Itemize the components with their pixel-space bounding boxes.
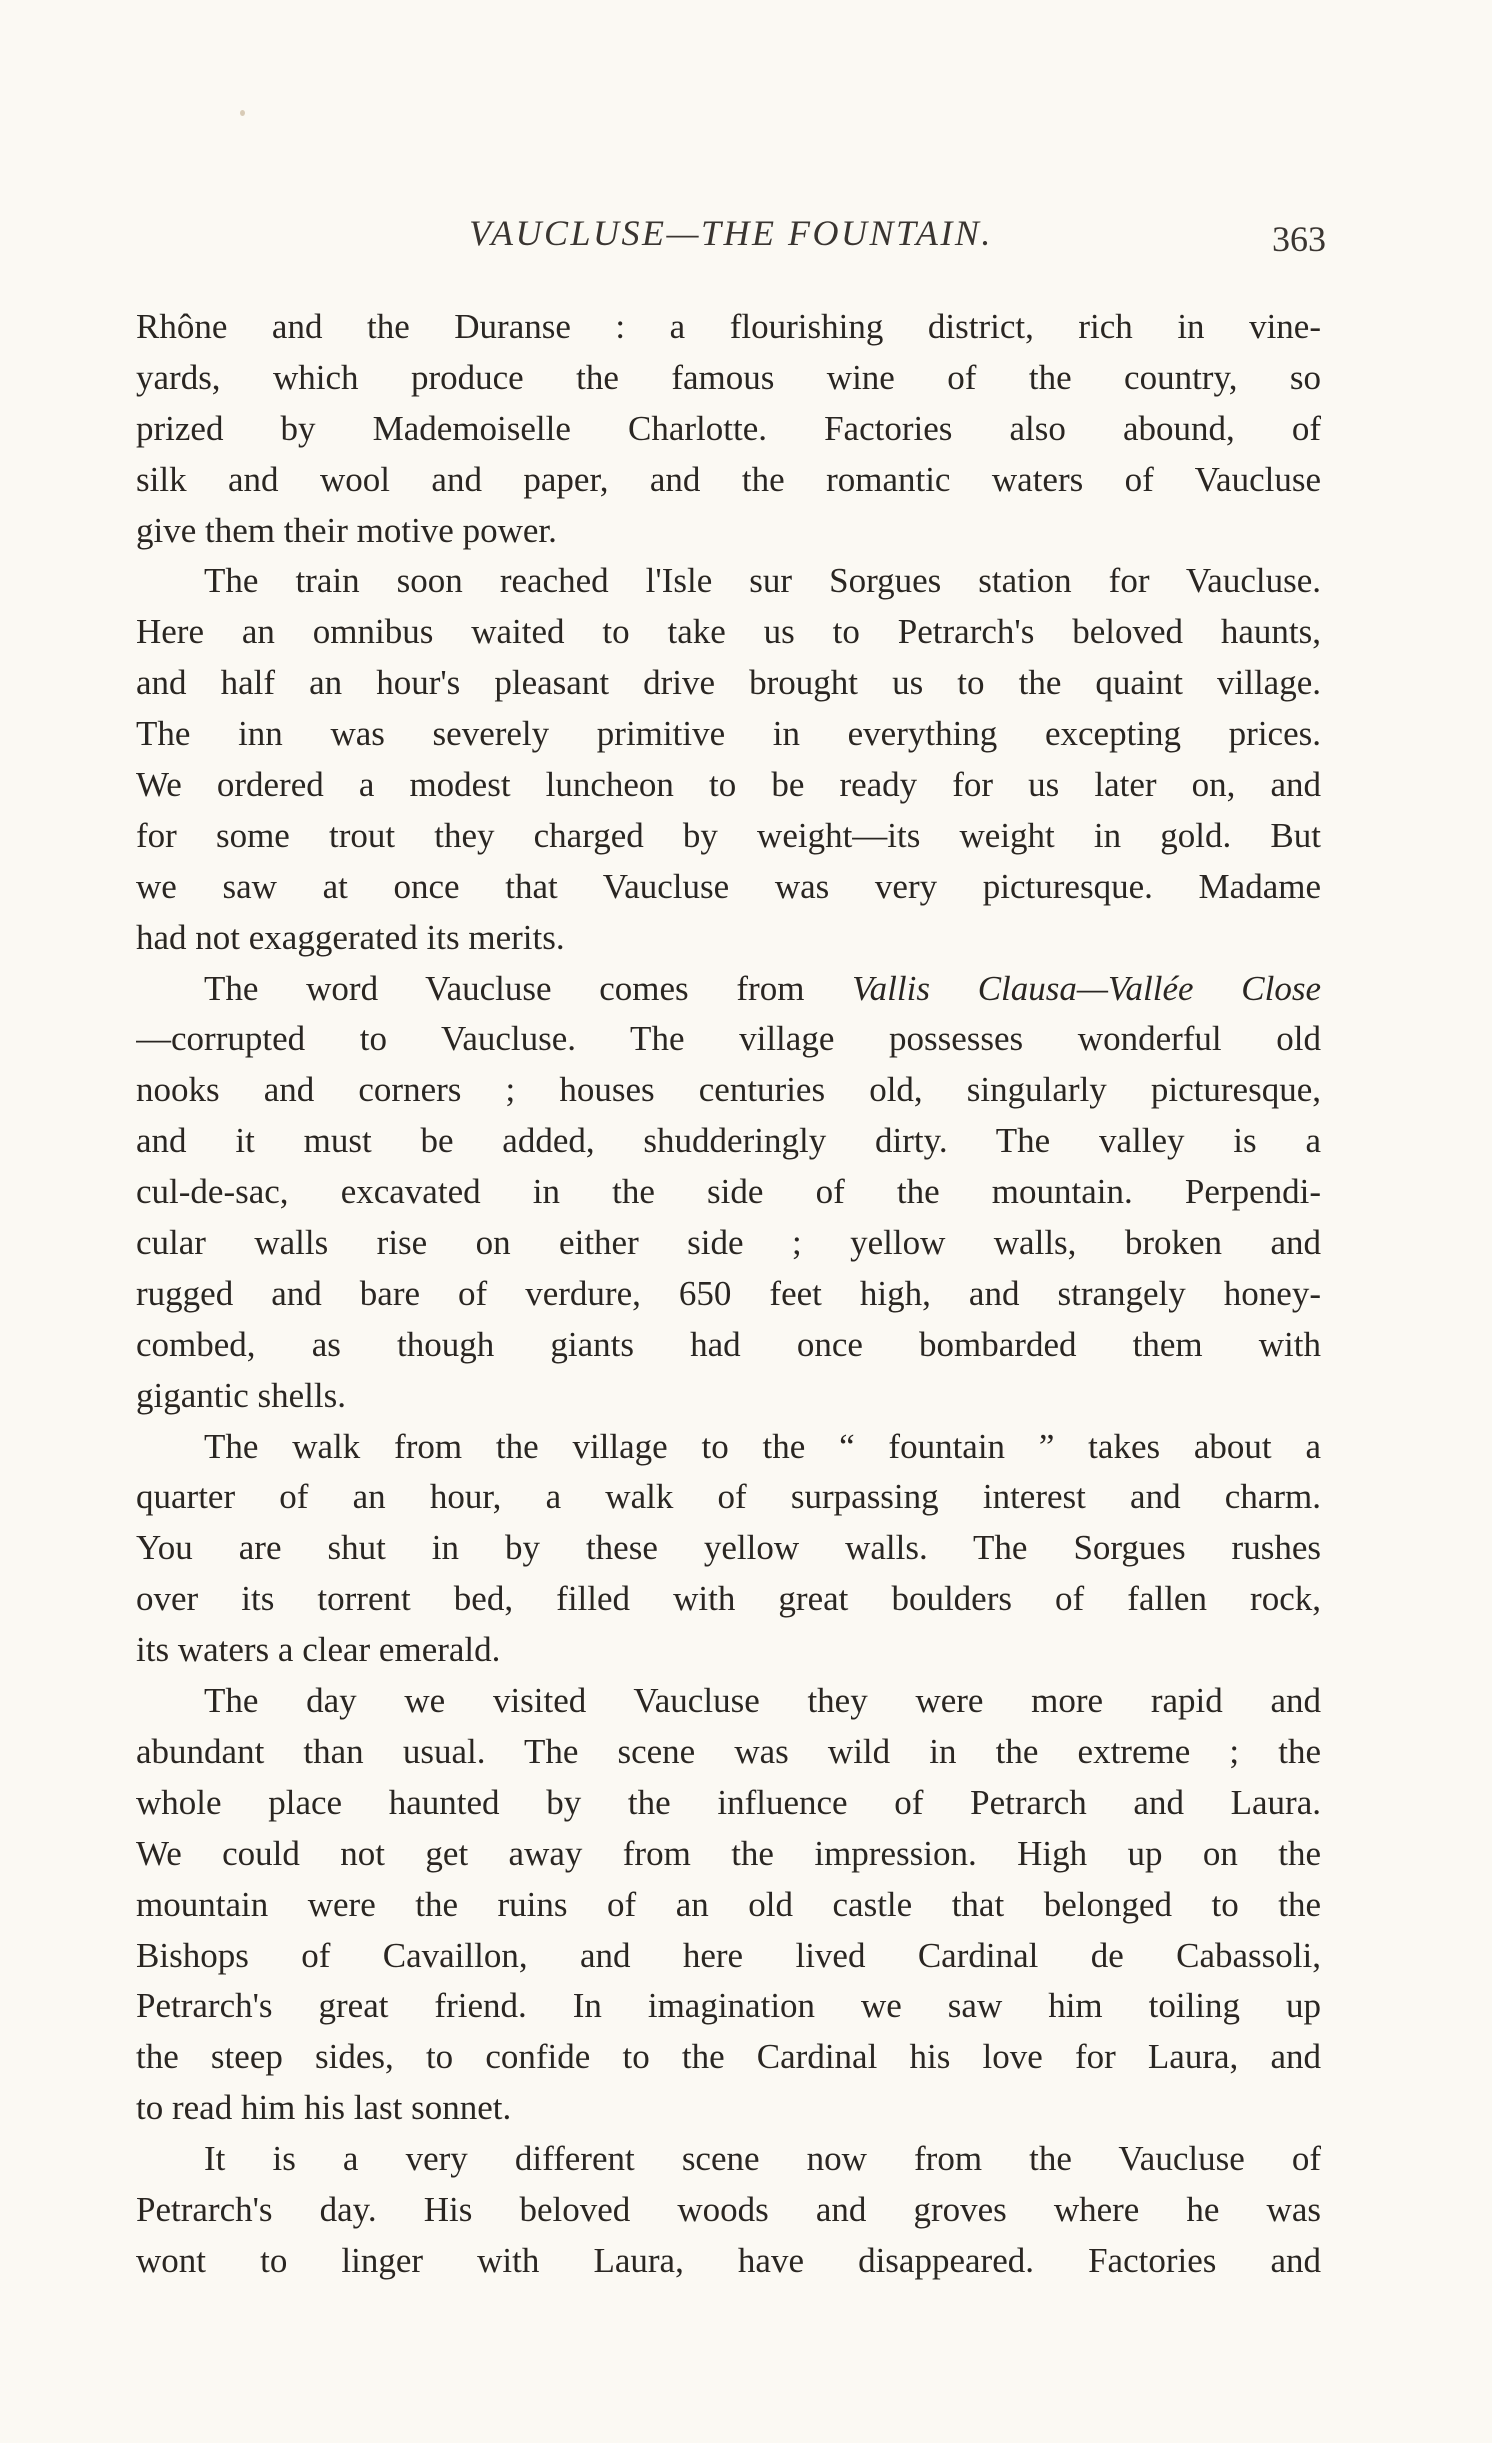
text-run: The word Vaucluse comes from — [204, 968, 853, 1008]
text-line: You are shut in by these yellow walls. The Sorgues rushes — [136, 1528, 1321, 1568]
text-line: and it must be added, shudderingly dirty. The valley is a — [136, 1121, 1321, 1161]
paper-speck — [240, 110, 245, 116]
paragraph-5 — [136, 1676, 1321, 2134]
text-line: give them their motive power. — [136, 510, 557, 550]
running-title: VAUCLUSE—THE FOUNTAIN. — [469, 213, 993, 253]
text-line: gigantic shells. — [136, 1375, 346, 1415]
text-line: the steep sides, to confide to the Cardinal his love for Laura, and — [136, 2037, 1321, 2077]
text-line: rugged and bare of verdure, 650 feet high, and strangely honey- — [136, 1273, 1321, 1313]
text-line: mountain were the ruins of an old castle that belonged to the — [136, 1884, 1321, 1924]
text-line: yards, which produce the famous wine of the country, so — [136, 357, 1321, 397]
paragraph-2 — [136, 556, 1321, 963]
paragraph-4 — [136, 1422, 1321, 1676]
text-line: —corrupted to Vaucluse. The village possesses wonderful old — [136, 1019, 1321, 1059]
text-line: for some trout they charged by weight—its weight in gold. But — [136, 815, 1321, 855]
text-line: It is a very different scene now from the Vaucluse of — [204, 2139, 1321, 2179]
text-line: nooks and corners ; houses centuries old, singularly picturesque, — [136, 1070, 1321, 1110]
text-line: The inn was severely primitive in everything excepting prices. — [136, 714, 1321, 754]
italic-phrase: Vallis Clausa—Vallée Close — [852, 968, 1321, 1008]
text-line: we saw at once that Vaucluse was very picturesque. Madame — [136, 866, 1321, 906]
paragraph-1 — [136, 302, 1321, 556]
text-line: cul-de-sac, excavated in the side of the mountain. Perpendi- — [136, 1172, 1321, 1212]
text-line: its waters a clear emerald. — [136, 1630, 501, 1670]
text-line: had not exaggerated its merits. — [136, 917, 565, 957]
text-line: Here an omnibus waited to take us to Petrarch's beloved haunts, — [136, 612, 1321, 652]
text-line: quarter of an hour, a walk of surpassing interest and charm. — [136, 1477, 1321, 1517]
text-line: Petrarch's great friend. In imagination we saw him toiling up — [136, 1986, 1321, 2026]
text-line: abundant than usual. The scene was wild in the extreme ; the — [136, 1731, 1321, 1771]
text-line: over its torrent bed, filled with great boulders of fallen rock, — [136, 1579, 1321, 1619]
text-line: The train soon reached l'Isle sur Sorgues station for Vaucluse. — [204, 561, 1321, 601]
text-line: Petrarch's day. His beloved woods and groves where he was — [136, 2189, 1321, 2229]
page-number: 363 — [1272, 219, 1326, 259]
running-head — [136, 212, 1326, 272]
text-line: wont to linger with Laura, have disappeared. Factories and — [136, 2240, 1321, 2280]
text-line: cular walls rise on either side ; yellow walls, broken and — [136, 1223, 1321, 1263]
paragraph-3 — [136, 964, 1321, 1422]
text-line: to read him his last sonnet. — [136, 2088, 512, 2128]
text-line: Bishops of Cavaillon, and here lived Cardinal de Cabassoli, — [136, 1935, 1321, 1975]
text-line: The walk from the village to the “ fountain ” takes about a — [204, 1426, 1321, 1466]
paragraph-6 — [136, 2134, 1321, 2287]
body-text — [136, 302, 1321, 2287]
text-line — [136, 964, 1321, 1015]
text-line: combed, as though giants had once bombarded them with — [136, 1324, 1321, 1364]
text-line: and half an hour's pleasant drive brought us to the quaint village. — [136, 663, 1321, 703]
text-line: The day we visited Vaucluse they were more rapid and — [204, 1681, 1321, 1721]
text-line: Rhône and the Duranse : a flourishing district, rich in vine- — [136, 307, 1321, 346]
text-line: silk and wool and paper, and the romantic waters of Vaucluse — [136, 459, 1321, 499]
text-line: prized by Mademoiselle Charlotte. Factories also abound, of — [136, 408, 1321, 448]
text-line: We could not get away from the impression. High up on the — [136, 1833, 1321, 1873]
text-line: We ordered a modest luncheon to be ready for us later on, and — [136, 765, 1321, 805]
text-line: whole place haunted by the influence of Petrarch and Laura. — [136, 1782, 1321, 1822]
